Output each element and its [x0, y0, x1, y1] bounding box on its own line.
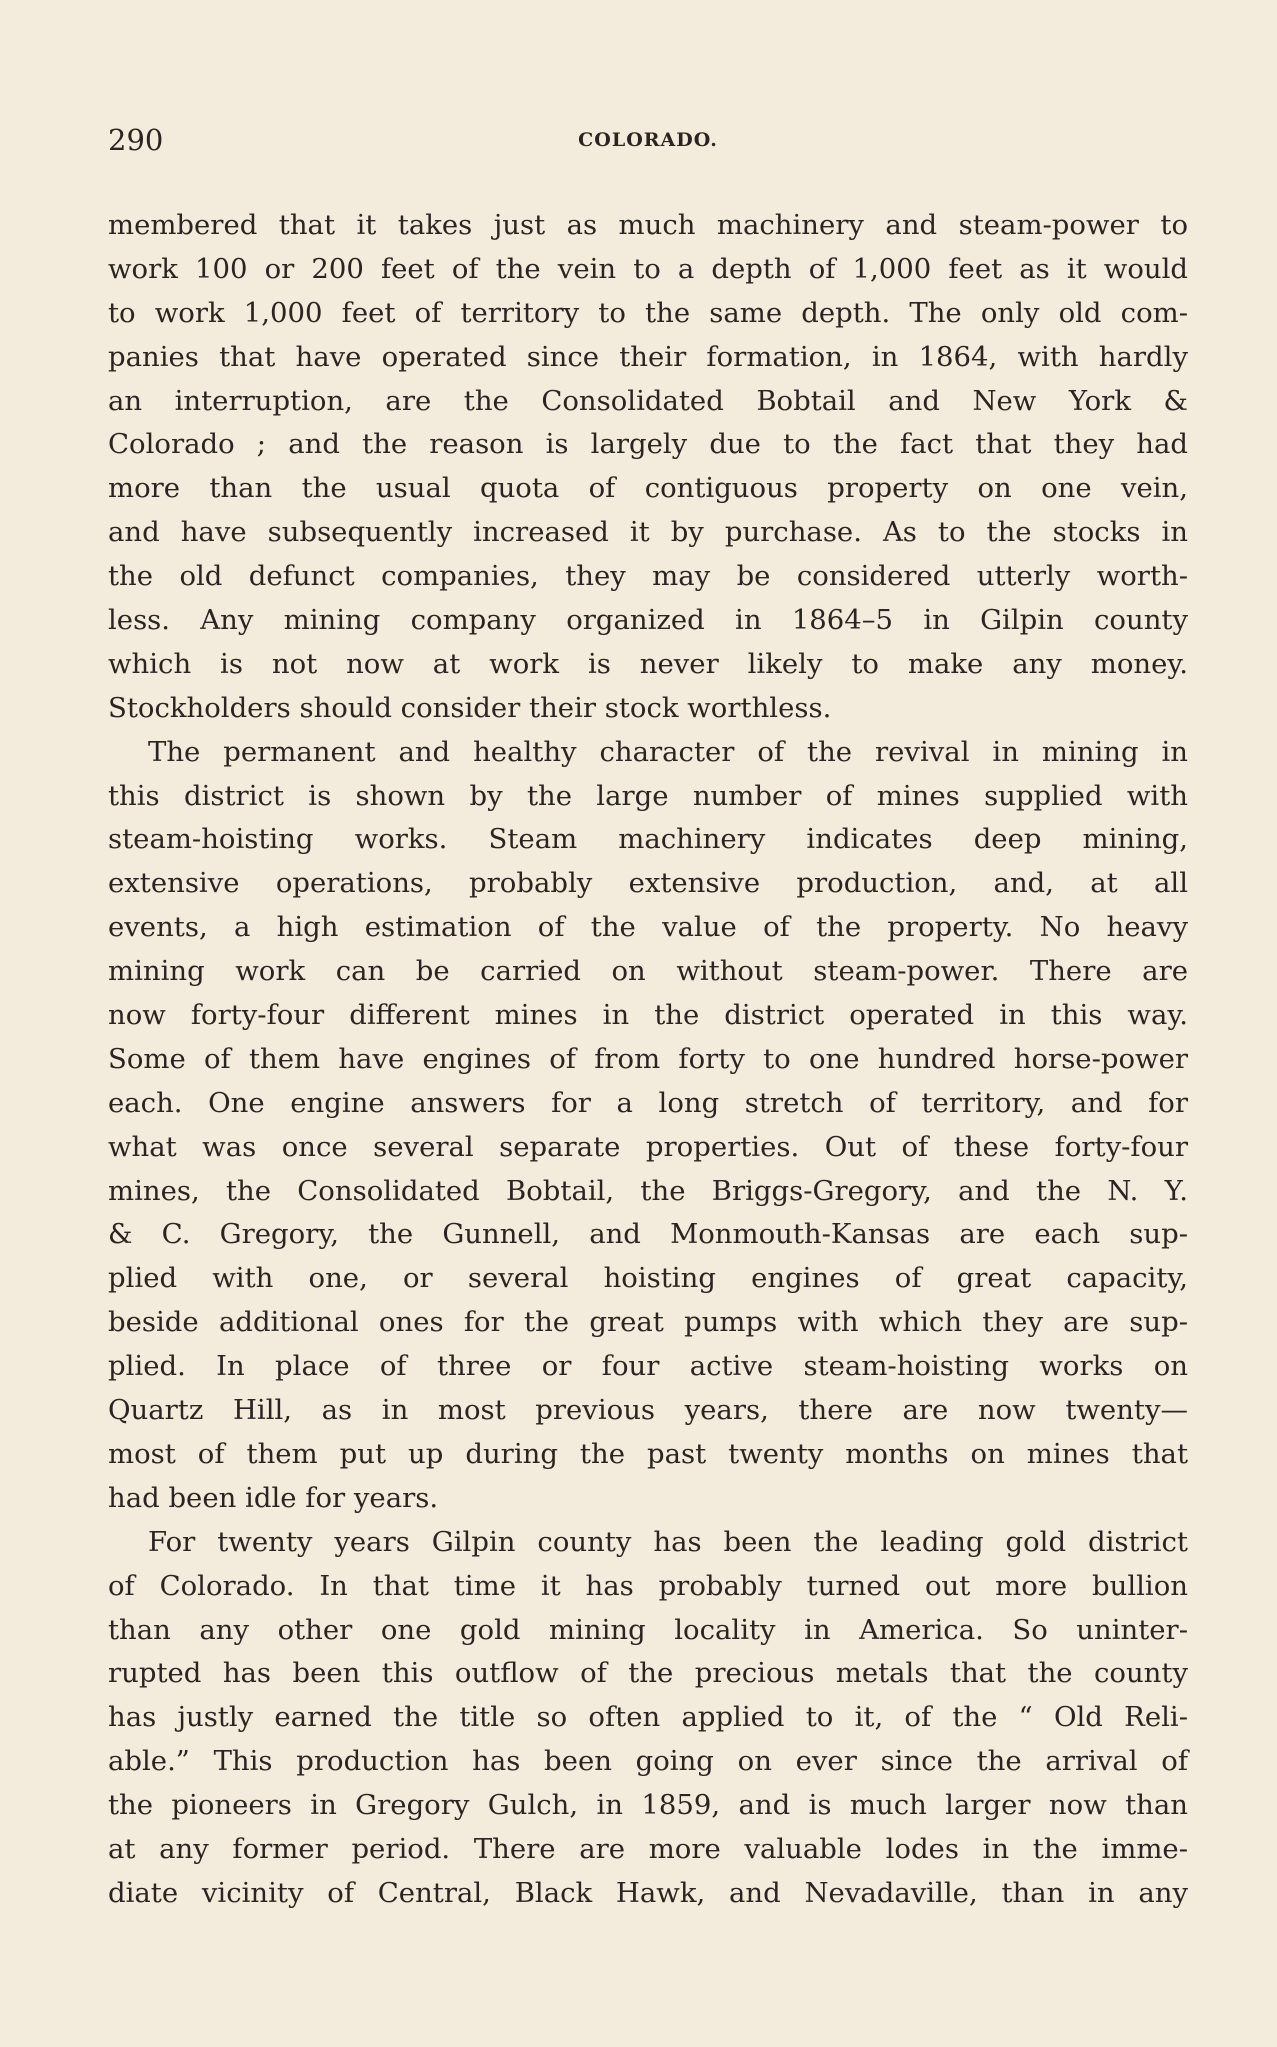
text-line: what was once several separate properties. Out of these forty-four [108, 1130, 1188, 1163]
text-line: beside additional ones for the great pumps with which they are sup- [108, 1306, 1188, 1339]
text-line: mining work can be carried on without steam-power. There are [108, 955, 1188, 988]
text-line: which is not now at work is never likely to make any money. [108, 647, 1188, 680]
text-line: plied with one, or several hoisting engines of great capacity, [108, 1262, 1188, 1295]
text-line: extensive operations, probably extensive production, and, at all [108, 867, 1188, 900]
text-line: For twenty years Gilpin county has been the leading gold district [148, 1525, 1188, 1558]
text-line: more than the usual quota of contiguous property on one vein, [108, 472, 1188, 505]
body-text [108, 204, 1188, 1916]
text-line: mines, the Consolidated Bobtail, the Briggs-Gregory, and the N. Y. [108, 1174, 1188, 1207]
text-line: panies that have operated since their formation, in 1864, with hardly [108, 340, 1188, 373]
text-line: less. Any mining company organized in 1864–5 in Gilpin county [108, 604, 1188, 637]
text-line: events, a high estimation of the value of the property. No heavy [108, 911, 1188, 944]
text-line: most of them put up during the past twenty months on mines that [108, 1437, 1188, 1470]
text-line: & C. Gregory, the Gunnell, and Monmouth-Kansas are each sup- [108, 1218, 1188, 1251]
text-line: this district is shown by the large number of mines supplied with [108, 779, 1188, 812]
text-line: The permanent and healthy character of the revival in mining in [148, 735, 1188, 768]
page-number: 290 [108, 123, 164, 157]
text-line: of Colorado. In that time it has probably turned out more bullion [108, 1569, 1188, 1602]
text-line: work 100 or 200 feet of the vein to a depth of 1,000 feet as it would [108, 252, 1188, 285]
text-line: rupted has been this outflow of the precious metals that the county [108, 1657, 1188, 1690]
text-line: Quartz Hill, as in most previous years, there are now twenty— [108, 1394, 1188, 1427]
text-line: the pioneers in Gregory Gulch, in 1859, and is much larger now than [108, 1789, 1188, 1822]
text-line: now forty-four different mines in the district operated in this way. [108, 999, 1188, 1032]
text-line: the old defunct companies, they may be considered utterly worth- [108, 560, 1188, 593]
text-line: membered that it takes just as much machinery and steam-power to [108, 209, 1188, 241]
text-line: each. One engine answers for a long stretch of territory, and for [108, 1086, 1188, 1119]
text-line: able.” This production has been going on ever since the arrival of [108, 1745, 1188, 1778]
text-line: has justly earned the title so often applied to it, of the “ Old Reli- [108, 1701, 1188, 1734]
text-line: to work 1,000 feet of territory to the same depth. The only old com- [108, 296, 1188, 329]
text-line: than any other one gold mining locality in America. So uninter- [108, 1613, 1188, 1646]
text-line: plied. In place of three or four active steam-hoisting works on [108, 1350, 1188, 1383]
running-head [108, 120, 1188, 160]
text-line: Some of them have engines of from forty to one hundred horse-power [108, 1042, 1188, 1075]
text-line: steam-hoisting works. Steam machinery indicates deep mining, [108, 823, 1188, 856]
text-line: diate vicinity of Central, Black Hawk, and Nevadaville, than in any [108, 1876, 1188, 1909]
running-title: COLORADO. [578, 129, 718, 151]
text-line: Stockholders should consider their stock worthless. [108, 691, 832, 724]
text-line: and have subsequently increased it by purchase. As to the stocks in [108, 516, 1188, 549]
text-line: Colorado ; and the reason is largely due to the fact that they had [108, 428, 1188, 461]
text-line: at any former period. There are more valuable lodes in the imme- [108, 1832, 1188, 1865]
text-line: an interruption, are the Consolidated Bobtail and New York & [108, 384, 1188, 417]
text-line: had been idle for years. [108, 1481, 439, 1514]
